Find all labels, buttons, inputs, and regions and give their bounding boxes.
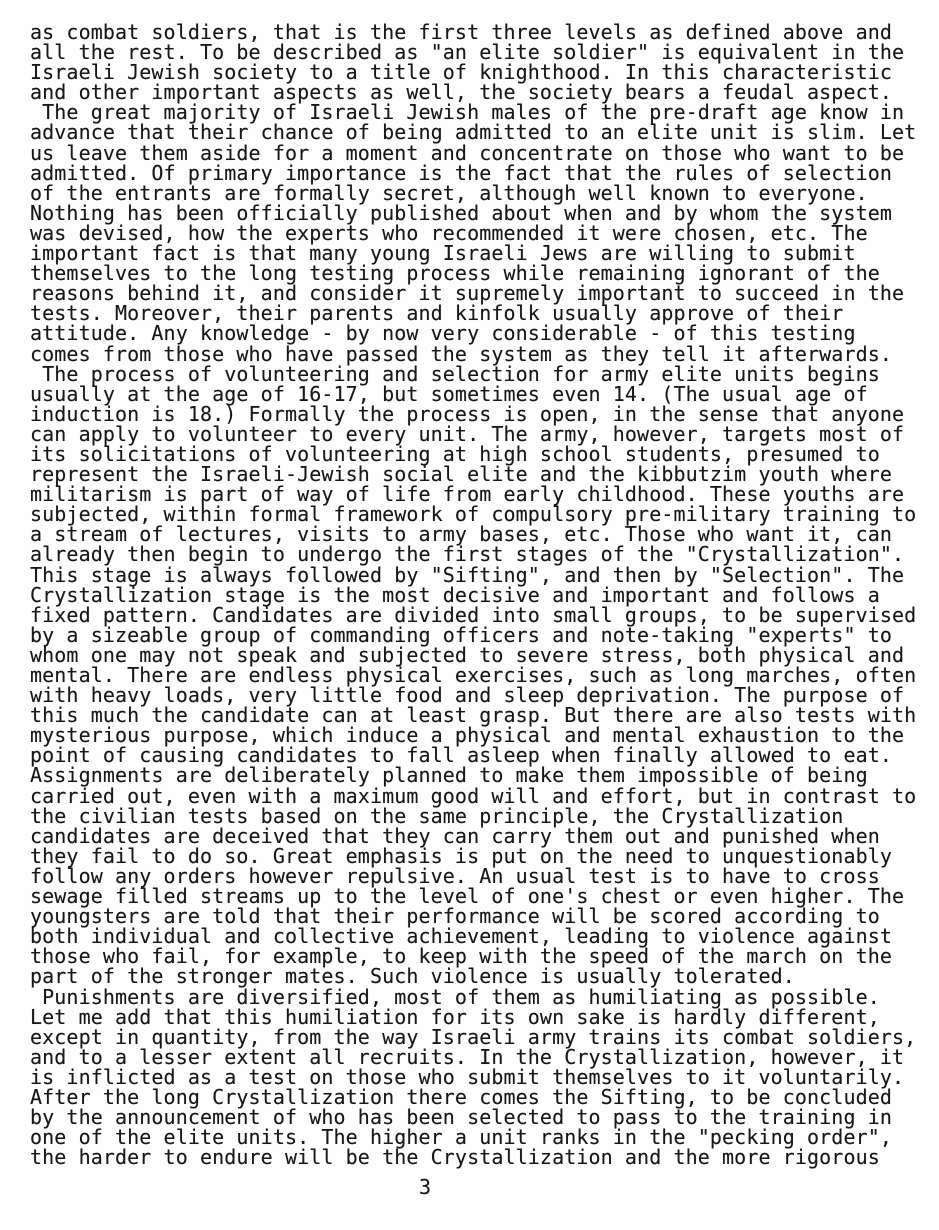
text-line: admitted. Of primary importance is the fact that the rules of selection bbox=[30, 160, 893, 185]
text-line: fixed pattern. Candidates are divided into small groups, to be supervised bbox=[30, 602, 917, 627]
page-number: 3 bbox=[418, 1175, 432, 1199]
text-line: those who fail, for example, to keep with the speed of the march on the bbox=[30, 944, 893, 969]
text-line: themselves to the long testing process while remaining ignorant of the bbox=[30, 261, 880, 286]
text-line: the harder to endure will be the Crystallization and the more rigorous bbox=[30, 1145, 880, 1170]
text-line: this much the candidate can at least grasp. But there are also tests with bbox=[30, 703, 917, 728]
text-line: one of the elite units. The higher a unit ranks in the "pecking order", bbox=[30, 1125, 893, 1150]
text-line: with heavy loads, very little food and sleep deprivation. The purpose of bbox=[30, 683, 905, 708]
text-line: mysterious purpose, which induce a physical and mental exhaustion to the bbox=[30, 723, 905, 748]
text-line: the civilian tests based on the same principle, the Crystallization bbox=[30, 803, 844, 828]
text-line: represent the Israeli-Jewish social elite and the kibbutzim youth where bbox=[30, 462, 893, 487]
text-line: its solicitations of volunteering at high school students, presumed to bbox=[30, 441, 880, 466]
text-line: all the rest. To be described as "an elite soldier" is equivalent in the bbox=[30, 40, 905, 65]
text-line: a stream of lectures, visits to army bases, etc. Those who want it, can bbox=[30, 522, 893, 547]
text-line: Israeli Jewish society to a title of knighthood. In this characteristic bbox=[30, 60, 893, 85]
text-line: whom one may not speak and subjected to severe stress, both physical and bbox=[30, 642, 905, 667]
text-line: important fact is that many young Israeli Jews are willing to submit bbox=[30, 241, 856, 266]
text-line: attitude. Any knowledge - by now very considerable - of this testing bbox=[30, 321, 856, 346]
text-line: they fail to do so. Great emphasis is put on the need to unquestionably bbox=[30, 843, 893, 868]
text-line: us leave them aside for a moment and concentrate on those who want to be bbox=[30, 140, 905, 165]
text-line: Assignments are deliberately planned to make them impossible of being bbox=[30, 763, 868, 788]
text-line: induction is 18.) Formally the process is open, in the sense that anyone bbox=[30, 401, 905, 426]
text-line: and other important aspects as well, the society bears a feudal aspect. bbox=[30, 80, 893, 105]
text-line: already then begin to undergo the first stages of the "Crystallization". bbox=[30, 542, 905, 567]
text-line: as combat soldiers, that is the first three levels as defined above and bbox=[30, 20, 893, 44]
text-line: point of causing candidates to fall asleep when finally allowed to eat. bbox=[30, 743, 893, 768]
text-line: The great majority of Israeli Jewish males of the pre-draft age know in bbox=[30, 100, 905, 125]
text-line: mental. There are endless physical exercises, such as long marches, often bbox=[30, 663, 917, 687]
text-line: comes from those who have passed the system as they tell it afterwards. bbox=[30, 341, 893, 366]
text-line: can apply to volunteer to every unit. The army, however, targets most of bbox=[30, 421, 905, 446]
text-line: Crystallization stage is the most decisive and important and follows a bbox=[30, 582, 880, 607]
text-line: follow any orders however repulsive. An usual test is to have to cross bbox=[30, 863, 880, 888]
text-line: youngsters are told that their performance will be scored according to bbox=[30, 904, 880, 929]
text-line: reasons behind it, and consider it supremely important to succeed in the bbox=[30, 281, 905, 306]
text-line: is inflicted as a test on those who submit themselves to it voluntarily. bbox=[30, 1064, 905, 1089]
text-line: candidates are deceived that they can carry them out and punished when bbox=[30, 823, 880, 848]
text-line: usually at the age of 16-17, but sometimes even 14. (The usual age of bbox=[30, 381, 868, 406]
text-line: except in quantity, from the way Israeli army trains its combat soldiers, bbox=[30, 1024, 917, 1049]
text-line: After the long Crystallization there comes the Sifting, to be concluded bbox=[30, 1084, 893, 1109]
text-line: Nothing has been officially published about when and by whom the system bbox=[30, 200, 893, 225]
text-line: The process of volunteering and selection for army elite units begins bbox=[30, 361, 880, 386]
text-line: sewage filled streams up to the level of one's chest or even higher. The bbox=[30, 884, 905, 909]
text-line: This stage is always followed by "Sifting", and then by "Selection". The bbox=[30, 562, 905, 587]
text-line: militarism is part of way of life from early childhood. These youths are bbox=[30, 482, 905, 507]
text-line: of the entrants are formally secret, although well known to everyone. bbox=[30, 180, 868, 205]
text-line: tests. Moreover, their parents and kinfolk usually approve of their bbox=[30, 301, 844, 326]
text-line: part of the stronger mates. Such violence is usually tolerated. bbox=[30, 964, 795, 989]
body-text bbox=[30, 20, 917, 1170]
text-line: by the announcement of who has been selected to pass to the training in bbox=[30, 1105, 893, 1130]
text-line: and to a lesser extent all recruits. In the Crystallization, however, it bbox=[30, 1044, 905, 1069]
text-line: by a sizeable group of commanding officers and note-taking "experts" to bbox=[30, 622, 893, 647]
text-line: was devised, how the experts who recommended it were chosen, etc. The bbox=[30, 220, 868, 245]
text-line: advance that their chance of being admitted to an elite unit is slim. Let bbox=[30, 120, 917, 145]
text-line: Let me add that this humiliation for its own sake is hardly different, bbox=[30, 1004, 880, 1029]
text-line: Punishments are diversified, most of them as humiliating as possible. bbox=[30, 984, 880, 1009]
text-line: both individual and collective achievement, leading to violence against bbox=[30, 924, 893, 949]
text-line: carried out, even with a maximum good will and effort, but in contrast to bbox=[30, 783, 917, 808]
text-line: subjected, within formal framework of compulsory pre-military training to bbox=[30, 502, 917, 527]
